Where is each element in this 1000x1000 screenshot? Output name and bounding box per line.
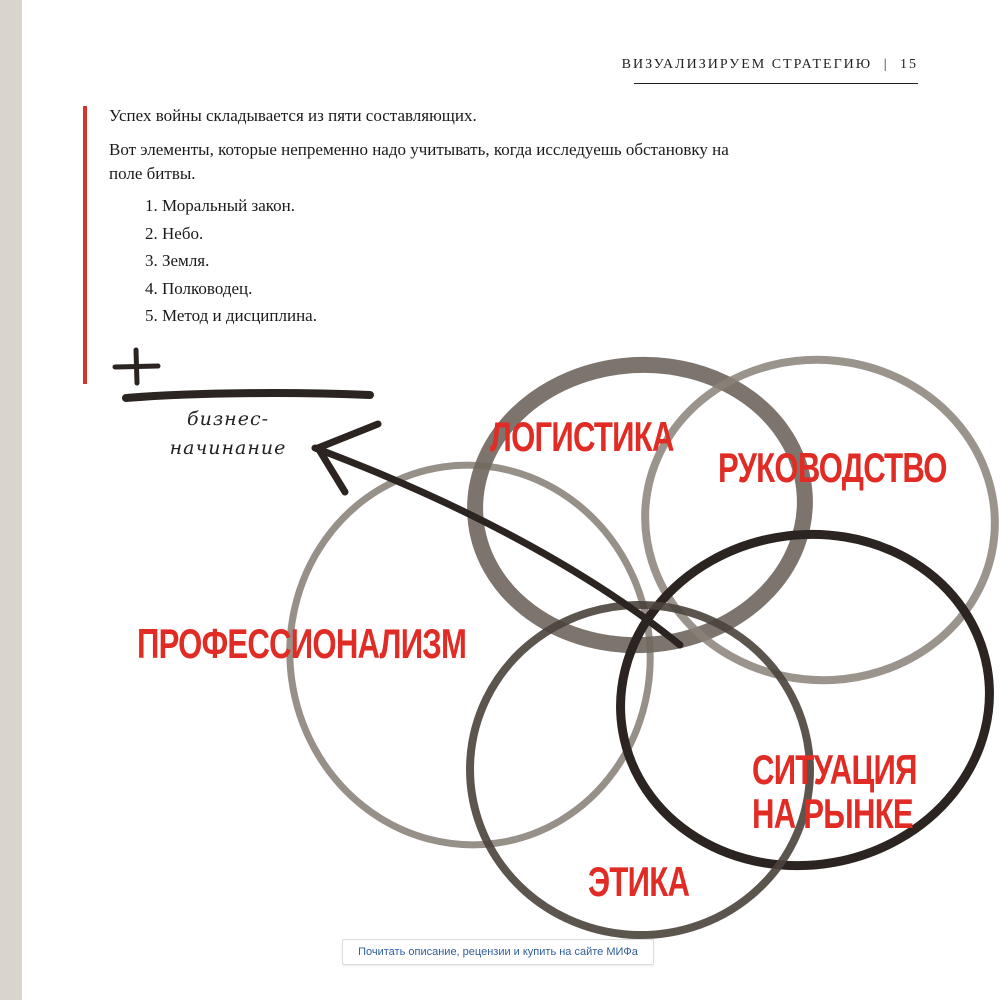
circle-leadership xyxy=(629,343,1000,698)
label-market-line-1: СИТУАЦИЯ xyxy=(752,746,917,793)
paragraph-2: Вот элементы, которые непременно надо учитывать, когда исследуешь обстановку на поле битвы. xyxy=(109,140,729,183)
quote-accent-bar xyxy=(83,106,87,384)
caption-line-1: бизнес- xyxy=(186,408,270,430)
label-ethics: ЭТИКА xyxy=(588,858,690,905)
section-title: ВИЗУАЛИЗИРУЕМ СТРАТЕГИЮ xyxy=(621,57,873,72)
label-market xyxy=(752,748,917,836)
paragraph-1: Успех войны складывается из пяти составляющих. xyxy=(109,106,477,125)
list-item: 4. Полководец. xyxy=(145,278,253,298)
caption-line-2: начинание xyxy=(169,437,287,459)
header-rule xyxy=(634,83,918,84)
label-market-line-2: НА РЫНКЕ xyxy=(752,790,913,837)
elements-list xyxy=(145,192,749,330)
circle-logistics xyxy=(466,354,815,656)
list-item: 1. Моральный закон. xyxy=(145,196,295,215)
page-edge-strip xyxy=(0,0,22,1000)
running-header xyxy=(560,57,918,73)
list-item: 2. Небо. xyxy=(145,223,204,243)
header-separator: | xyxy=(883,57,889,72)
list-item: 3. Земля. xyxy=(145,251,210,270)
plus-icon xyxy=(115,350,158,383)
fraction-bar xyxy=(126,393,370,398)
label-professionalism: ПРОФЕССИОНАЛИЗМ xyxy=(137,620,467,667)
quote-block xyxy=(109,104,749,330)
page-number: 15 xyxy=(900,57,918,72)
label-logistics: ЛОГИСТИКА xyxy=(490,413,674,460)
list-item: 5. Метод и дисциплина. xyxy=(145,306,317,325)
caption-business-venture xyxy=(148,405,308,463)
buy-book-link[interactable]: Почитать описание, рецензии и купить на сайте МИФа xyxy=(342,939,654,965)
label-leadership: РУКОВОДСТВО xyxy=(718,444,947,491)
